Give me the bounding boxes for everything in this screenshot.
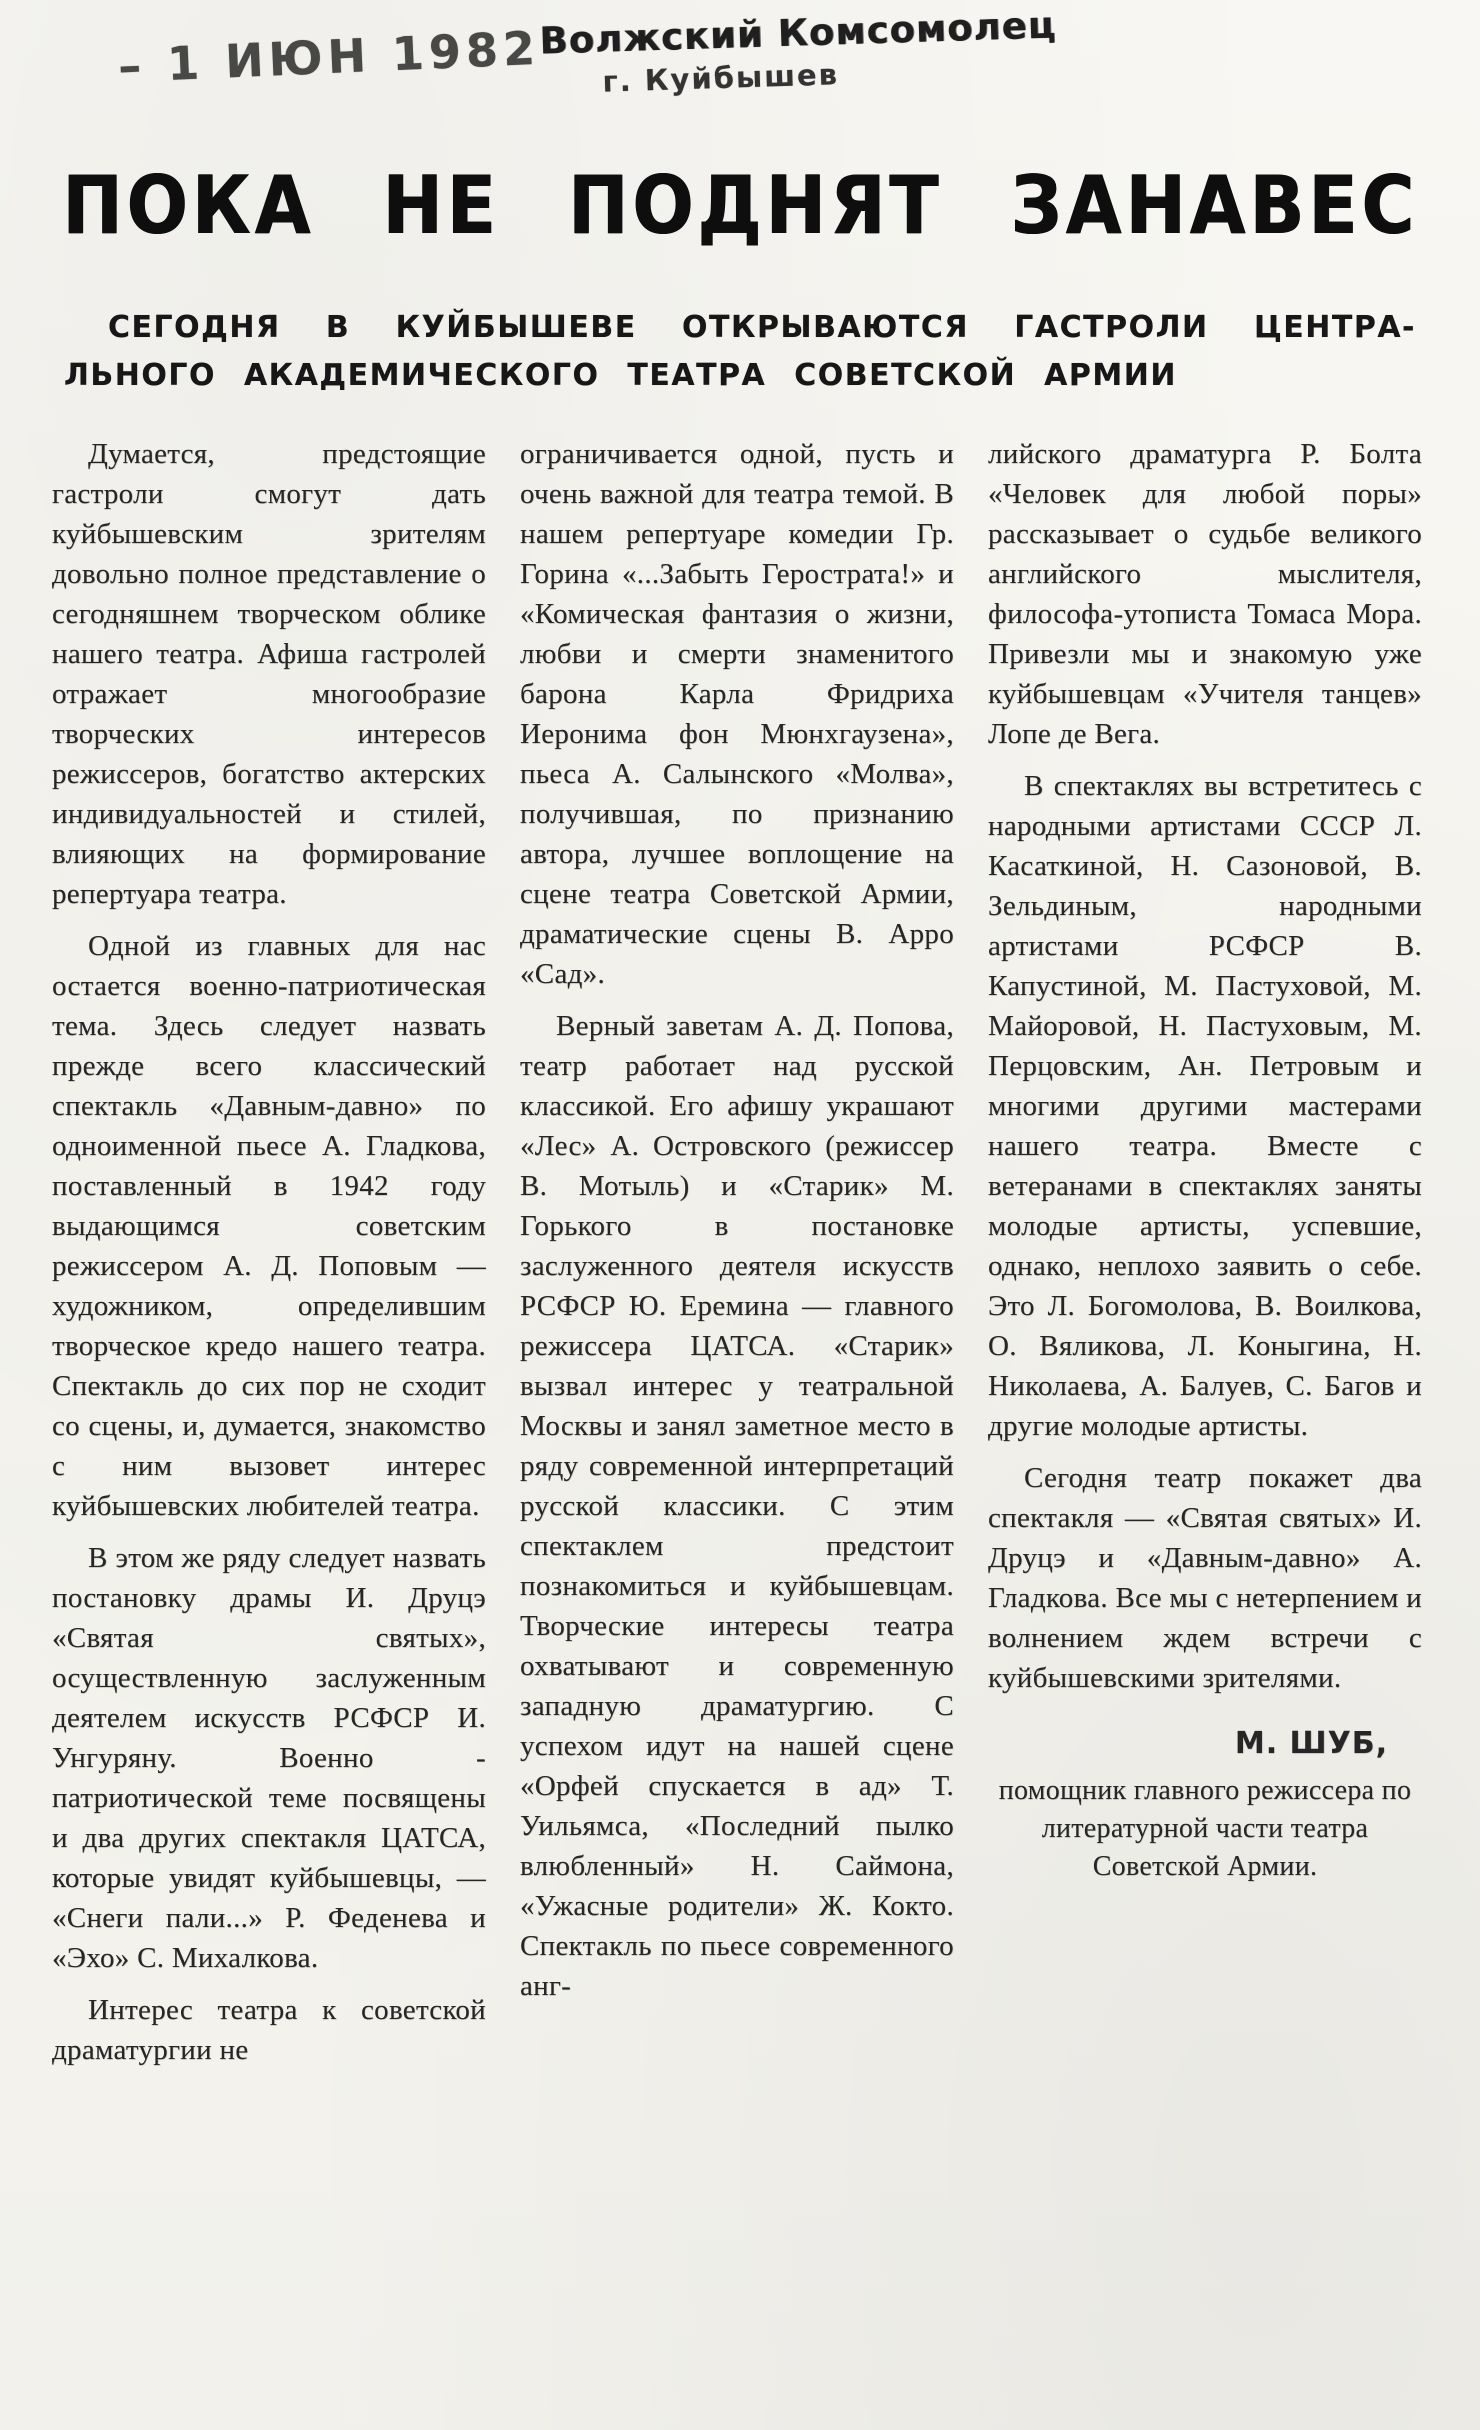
subhead-line-1: СЕГОДНЯ В КУЙБЫШЕВЕ ОТКРЫВАЮТСЯ ГАСТРОЛИ ЦЕНТРА- [108, 310, 1416, 345]
newspaper-stamp [538, 3, 1057, 100]
paragraph: Верный заветам А. Д. Попова, театр работает над русской классикой. Его афишу украшают «Лес» А. Островского (режиссер В. Мотыль) и «Старик» М. Горького в постановке заслуженного деятеля искусств РСФСР Ю. Еремина — главного режиссера ЦАТСА. «Старик» вызвал интерес у театральной Москвы и занял заметное место в ряду современной интерпретаций русской классики. С этим спектаклем предстоит познакомиться и куйбышевцам. Творческие интересы театра охватывают и современную западную драматургию. С успехом идут на нашей сцене «Орфей спускается в ад» Т. Уильямса, «Последний пылко влюбленный» Н. Саймона, «Ужасные родители» Ж. Кокто. Спектакль по пьесе современного анг- [520, 1010, 954, 2002]
article-body [52, 434, 1428, 2082]
newspaper-stamp-city: г. Куйбышев [602, 57, 840, 99]
date-stamp: – 1 ИЮН 1982 [117, 20, 542, 94]
author-name: М. ШУБ, [1234, 1726, 1388, 1761]
author-role: помощник главного режиссера по литературной части театра Советской Армии. [998, 1775, 1412, 1882]
article-column-3 [988, 434, 1422, 2082]
paragraph: В спектаклях вы встретитесь с народными артистами СССР Л. Касаткиной, Н. Сазоновой, В. Зельдиным, народными артистами РСФСР В. Капустиной, М. Пастуховой, М. Майоровой, Н. Пастуховым, М. Перцовским, Ан. Петровым и многими другими мастерами нашего театра. Вместе с ветеранами в спектаклях заняты молодые артисты, успевшие, однако, неплохо заявить о себе. Это Л. Богомолова, В. Воилкова, О. Вяликова, Л. Коныгина, Н. Николаева, А. Балуев, С. Багов и другие молодые артисты. [988, 770, 1422, 1442]
paragraph: Интерес театра к советской драматургии не [52, 1994, 486, 2066]
article-subhead [64, 304, 1416, 400]
paragraph: В этом же ряду следует назвать постановку драмы И. Друцэ «Святая святых», осуществленную заслуженным деятелем искусств РСФСР И. Унгуряну. Военно - патриотической теме посвящены и два других спектакля ЦАТСА, которые увидят куйбышевцы, — «Снеги пали...» Р. Феденева и «Эхо» С. Михалкова. [52, 1542, 486, 1974]
subhead-line-2: ЛЬНОГО АКАДЕМИЧЕСКОГО ТЕАТРА СОВЕТСКОЙ АРМИИ [64, 358, 1177, 393]
article-headline: ПОКА НЕ ПОДНЯТ ЗАНАВЕС [62, 158, 1418, 253]
newspaper-stamp-title: Волжский Комсомолец [538, 3, 1057, 63]
paragraph: Одной из главных для нас остается военно-патриотическая тема. Здесь следует назвать прежде всего классический спектакль «Давным-давно» по одноименной пьесе А. Гладкова, поставленный в 1942 году выдающимся советским режиссером А. Д. Поповым — художником, определившим творческое кредо нашего театра. Спектакль до сих пор не сходит со сцены, и, думается, знакомство с ним вызовет интерес куйбышевских любителей театра. [52, 930, 486, 1522]
article-column-1 [52, 434, 486, 2082]
article-column-2 [520, 434, 954, 2082]
signature-block [988, 1724, 1422, 1886]
paragraph: Думается, предстоящие гастроли смогут дать куйбышевским зрителям довольно полное представление о сегодняшнем творческом облике нашего театра. Афиша гастролей отражает многообразие творческих интересов режиссеров, богатство актерских индивидуальностей и стилей, влияющих на формирование репертуара театра. [52, 438, 486, 910]
paragraph: лийского драматурга Р. Болта «Человек для любой поры» рассказывает о судьбе великого английского мыслителя, философа-утописта Томаса Мора. Привезли мы и знакомую уже куйбышевцам «Учителя танцев» Лопе де Вега. [988, 438, 1422, 750]
paragraph: ограничивается одной, пусть и очень важной для театра темой. В нашем репертуаре комедии Гр. Горина «...Забыть Герострата!» и «Комическая фантазия о жизни, любви и смерти знаменитого барона Карла Фридриха Иеронима фон Мюнхгаузена», пьеса А. Салынского «Молва», получившая, по признанию автора, лучшее воплощение на сцене театра Советской Армии, драматические сцены В. Арро «Сад». [520, 438, 954, 990]
paragraph: Сегодня театр покажет два спектакля — «Святая святых» И. Друцэ и «Давным-давно» А. Гладкова. Все мы с нетерпением и волнением ждем встречи с куйбышевскими зрителями. [988, 1462, 1422, 1694]
